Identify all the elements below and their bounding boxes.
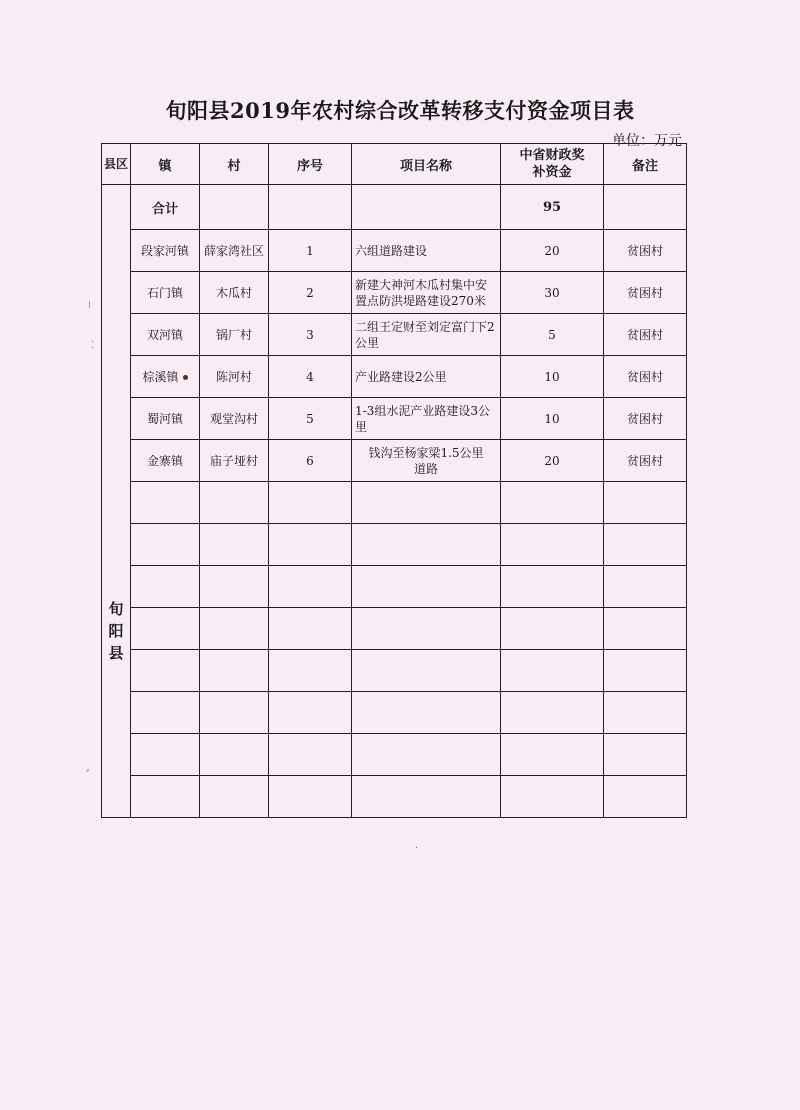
fund-cell: 20 bbox=[501, 440, 604, 482]
header-project: 项目名称 bbox=[352, 144, 501, 185]
fund-cell: 5 bbox=[501, 314, 604, 356]
ink-dot-mark bbox=[183, 375, 188, 380]
project-cell: 产业路建设2公里 bbox=[352, 356, 501, 398]
scan-speck: ⁚ bbox=[91, 340, 95, 351]
unit-label: 单位：万元 bbox=[612, 133, 682, 149]
table-row bbox=[102, 398, 687, 440]
project-cell: 二组王定财至刘定富门下2公里 bbox=[352, 314, 501, 356]
town-cell: 段家河镇 bbox=[131, 230, 200, 272]
fund-cell: 30 bbox=[501, 272, 604, 314]
fund-cell: 10 bbox=[501, 398, 604, 440]
table-row bbox=[102, 230, 687, 272]
note-cell: 贫困村 bbox=[604, 272, 687, 314]
town-cell: 蜀河镇 bbox=[131, 398, 200, 440]
total-label: 合计 bbox=[131, 185, 200, 230]
table-row bbox=[102, 272, 687, 314]
table-row bbox=[102, 314, 687, 356]
town-cell: 金寨镇 bbox=[131, 440, 200, 482]
town-text: 棕溪镇 bbox=[142, 370, 179, 384]
header-fund: 中省财政奖补资金 bbox=[501, 144, 604, 185]
project-cell: 1-3组水泥产业路建设3公里 bbox=[352, 398, 501, 440]
fund-cell: 20 bbox=[501, 230, 604, 272]
empty-row bbox=[102, 650, 687, 692]
header-county: 县区 bbox=[102, 144, 131, 185]
header-town: 镇 bbox=[131, 144, 200, 185]
village-cell: 薛家湾社区 bbox=[200, 230, 269, 272]
table-row bbox=[102, 356, 687, 398]
header-village: 村 bbox=[200, 144, 269, 185]
header-note: 备注 bbox=[604, 144, 687, 185]
village-cell: 木瓜村 bbox=[200, 272, 269, 314]
seq-cell: 1 bbox=[269, 230, 352, 272]
empty-row bbox=[102, 566, 687, 608]
document-title: 旬阳县2019年农村综合改革转移支付资金项目表 bbox=[165, 98, 635, 123]
county-cell bbox=[102, 185, 131, 818]
fund-cell: 10 bbox=[501, 356, 604, 398]
seq-cell: 6 bbox=[269, 440, 352, 482]
funding-table bbox=[101, 143, 687, 818]
town-cell bbox=[131, 356, 200, 398]
note-cell: 贫困村 bbox=[604, 398, 687, 440]
village-cell: 陈河村 bbox=[200, 356, 269, 398]
total-fund: 95 bbox=[501, 185, 604, 230]
header-row bbox=[102, 144, 687, 185]
note-cell: 贫困村 bbox=[604, 230, 687, 272]
town-cell: 石门镇 bbox=[131, 272, 200, 314]
total-row bbox=[102, 185, 687, 230]
note-cell: 贫困村 bbox=[604, 356, 687, 398]
table-row bbox=[102, 440, 687, 482]
empty-row bbox=[102, 524, 687, 566]
project-cell: 六组道路建设 bbox=[352, 230, 501, 272]
village-cell: 庙子垭村 bbox=[200, 440, 269, 482]
note-cell: 贫困村 bbox=[604, 440, 687, 482]
empty-row bbox=[102, 692, 687, 734]
empty-row bbox=[102, 776, 687, 818]
seq-cell: 5 bbox=[269, 398, 352, 440]
scan-speck: ⸗ bbox=[86, 765, 90, 776]
scan-speck: ⁞ bbox=[88, 300, 91, 311]
empty-row bbox=[102, 734, 687, 776]
project-cell: 新建大神河木瓜村集中安置点防洪堤路建设270米 bbox=[352, 272, 501, 314]
empty-row bbox=[102, 482, 687, 524]
village-cell: 锅厂村 bbox=[200, 314, 269, 356]
village-cell: 观堂沟村 bbox=[200, 398, 269, 440]
empty-row bbox=[102, 608, 687, 650]
seq-cell: 2 bbox=[269, 272, 352, 314]
project-cell: 钱沟至杨家梁1.5公里道路 bbox=[352, 440, 501, 482]
seq-cell: 3 bbox=[269, 314, 352, 356]
county-name: 旬阳县 bbox=[108, 600, 124, 662]
seq-cell: 4 bbox=[269, 356, 352, 398]
town-cell: 双河镇 bbox=[131, 314, 200, 356]
note-cell: 贫困村 bbox=[604, 314, 687, 356]
scan-speck: · bbox=[415, 843, 419, 854]
header-seq: 序号 bbox=[269, 144, 352, 185]
